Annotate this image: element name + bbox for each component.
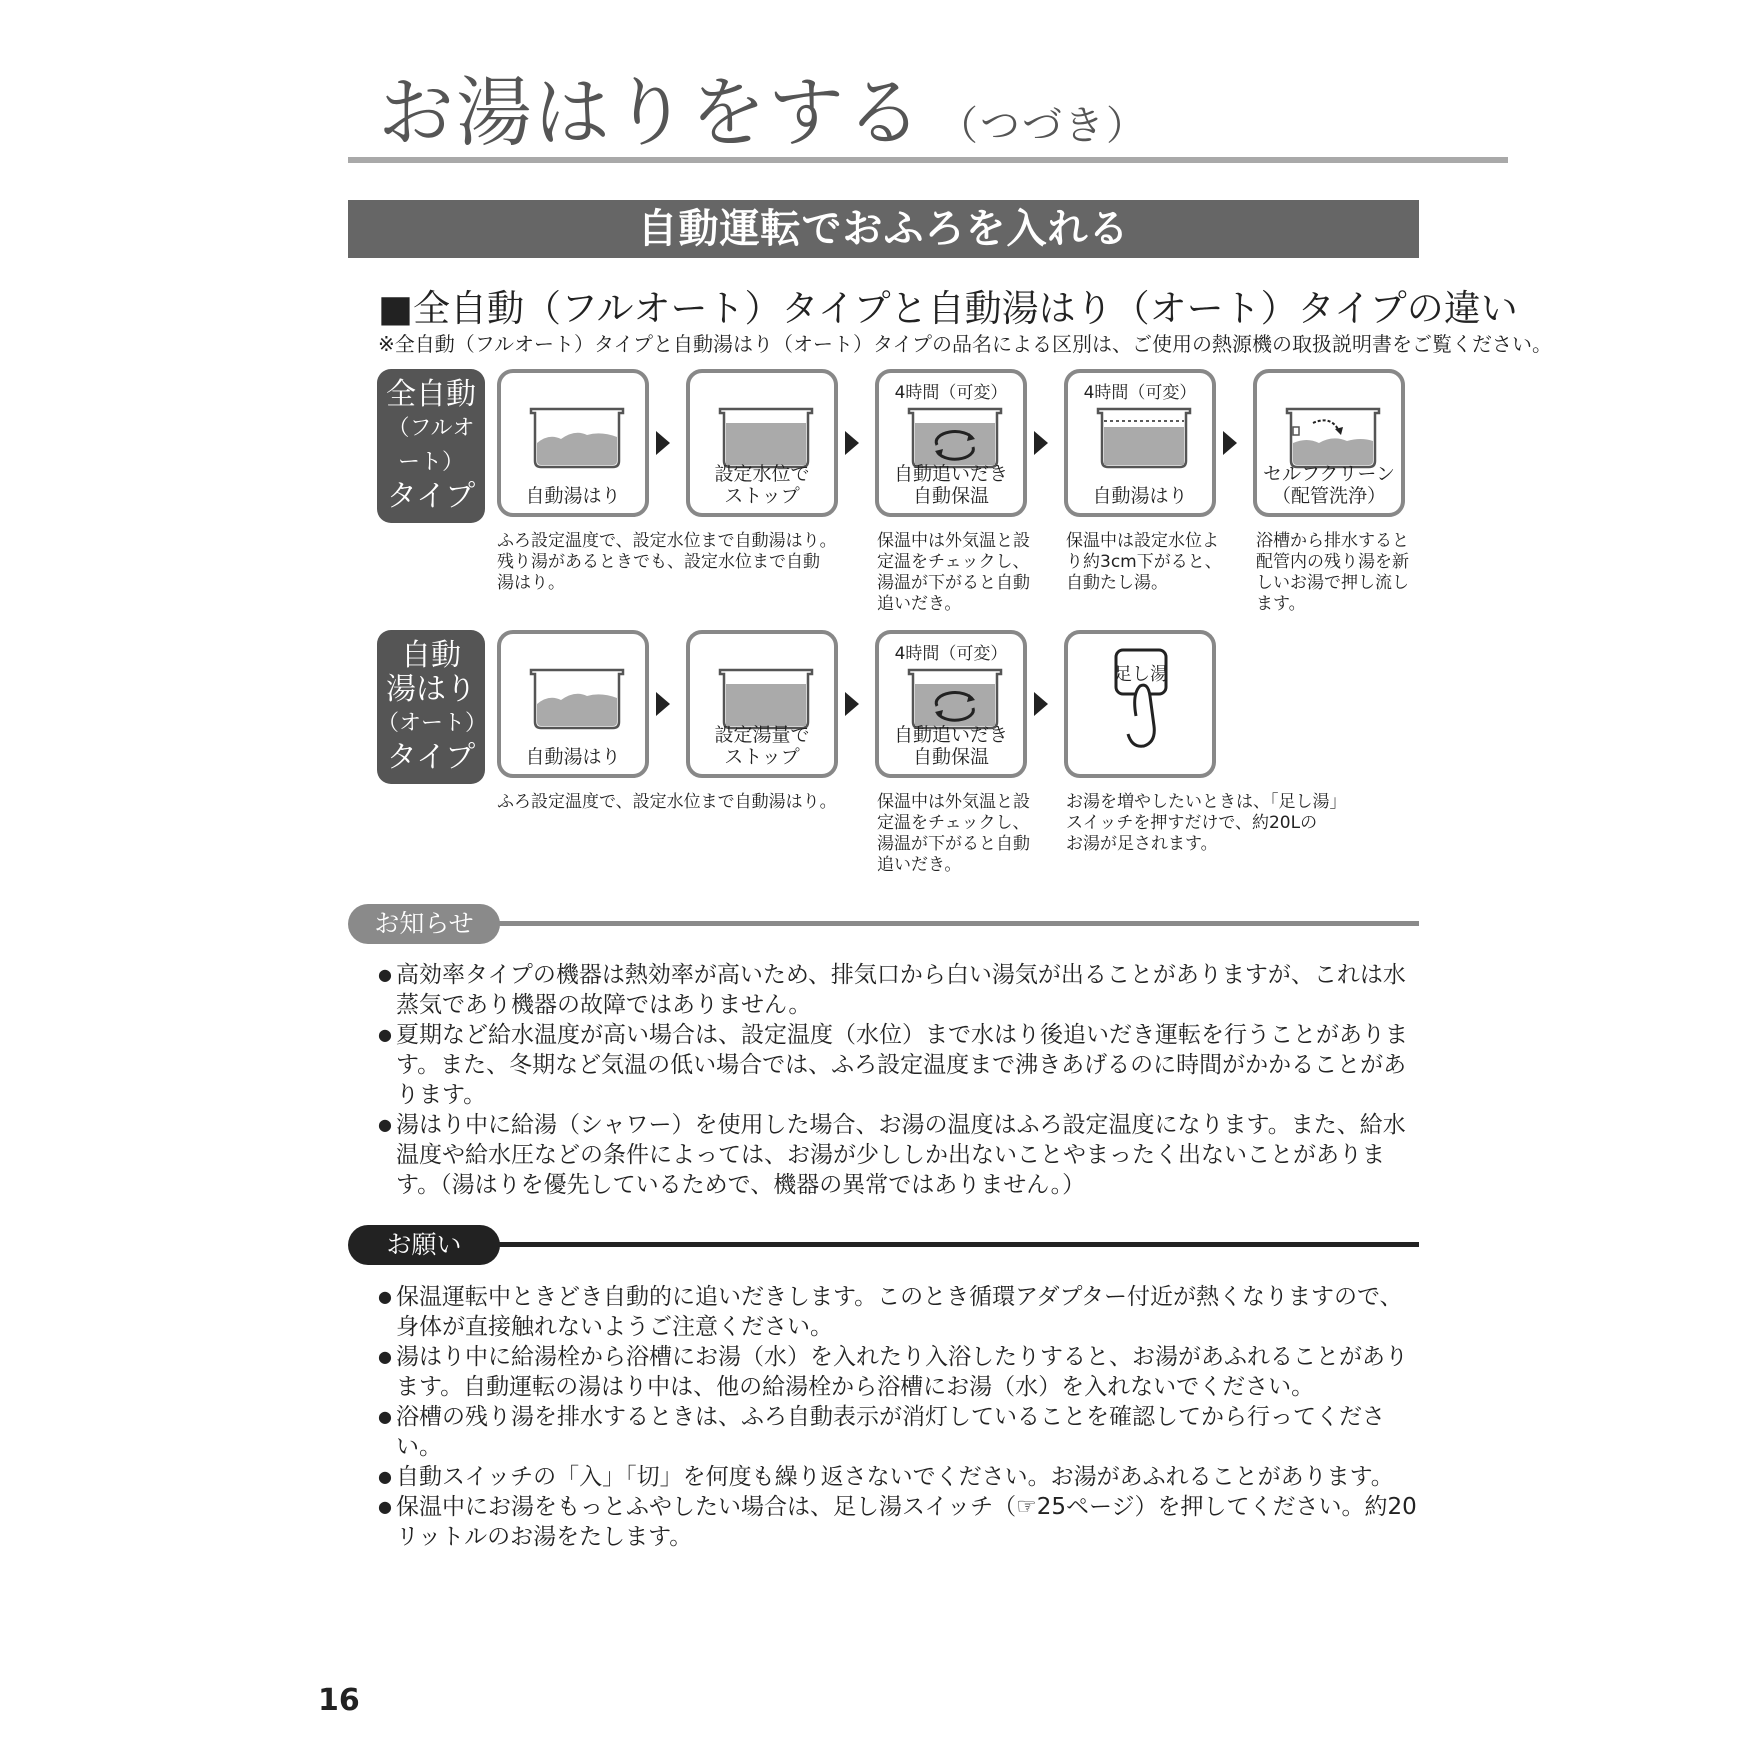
duration-label: 4時間（可変） [1083, 383, 1197, 403]
section-banner: 自動運転でおふろを入れる [348, 200, 1419, 258]
duration-label: 4時間（可変） [894, 383, 1008, 403]
step-caption: 自動追いだき 自動保温 [893, 463, 1008, 507]
flow-arrow-icon [1223, 431, 1237, 455]
full-auto-step-card [686, 369, 838, 517]
auto-step-card [875, 630, 1027, 778]
step-caption: 自動湯はり [525, 485, 621, 507]
request-divider [492, 1242, 1419, 1247]
request-list [378, 1282, 1420, 1552]
full-auto-desc-4: 浴槽から排水すると 配管内の残り湯を新 しいお湯で押し流し ます。 [1256, 531, 1409, 614]
step-caption: 自動湯はり [525, 746, 621, 768]
full-auto-step-card [1253, 369, 1405, 517]
flow-arrow-icon [1034, 431, 1048, 455]
svg-text:足し湯: 足し湯 [1114, 664, 1168, 685]
notice-divider [492, 921, 1419, 926]
full-auto-type-label: 全自動 （フルオート） タイプ [377, 369, 485, 523]
request-item: ● 自動スイッチの「入」「切」を何度も繰り返さないでください。お湯があふれることがあります。 [378, 1462, 1420, 1492]
page-title: お湯はりをする （つづき） [378, 68, 1148, 157]
step-caption: 自動追いだき 自動保温 [893, 724, 1008, 768]
full-auto-step-card [875, 369, 1027, 517]
full-auto-desc-3: 保温中は設定水位よ り約3cm下がると、 自動たし湯。 [1066, 531, 1222, 593]
notice-item: ● 夏期など給水温度が高い場合は、設定温度（水位）まで水はり後追いだき運転を行うことがあります。また、冬期など気温の低い場合では、ふろ設定温度まで沸きあげるのに時間がかかることがあります。 [378, 1020, 1420, 1110]
step-caption: 設定湯量で ストップ [714, 724, 810, 768]
request-item: ● 保温運転中ときどき自動的に追いだきします。このとき循環アダプター付近が熱くなりますので、身体が直接触れないようご注意ください。 [378, 1282, 1420, 1342]
section-heading: ■全自動（フルオート）タイプと自動湯はり（オート）タイプの違い [378, 287, 1518, 330]
flow-arrow-icon [1034, 692, 1048, 716]
auto-step-card [497, 630, 649, 778]
auto-desc-1: ふろ設定温度で、設定水位まで自動湯はり。 [497, 792, 837, 812]
notice-list [378, 960, 1420, 1200]
duration-label: 4時間（可変） [894, 644, 1008, 664]
auto-desc-2: 保温中は外気温と設 定温をチェックし、 湯温が下がると自動 追いだき。 [877, 792, 1030, 875]
request-item: ● 湯はり中に給湯栓から浴槽にお湯（水）を入れたり入浴したりすると、お湯があふれることがあります。自動運転の湯はり中は、他の給湯栓から浴槽にお湯（水）を入れないでください。 [378, 1342, 1420, 1402]
request-item: ● 保温中にお湯をもっとふやしたい場合は、足し湯スイッチ（☞25ページ）を押してください。約20リットルのお湯をたします。 [378, 1492, 1420, 1552]
notice-item: ● 湯はり中に給湯（シャワー）を使用した場合、お湯の温度はふろ設定温度になります。また、給水温度や給水圧などの条件によっては、お湯が少ししか出ないことやまったく出ないことがあります。（湯はりを優先しているためで、機器の異常ではありません。） [378, 1110, 1420, 1200]
full-auto-desc-2: 保温中は外気温と設 定温をチェックし、 湯温が下がると自動 追いだき。 [877, 531, 1030, 614]
page-number: 16 [318, 1683, 360, 1718]
flow-arrow-icon [656, 431, 670, 455]
section-note: ※全自動（フルオート）タイプと自動湯はり（オート）タイプの品名による区別は、ご使用の熱源機の取扱説明書をご覧ください。 [378, 332, 1552, 356]
auto-step-card [1064, 630, 1216, 778]
request-item: ● 浴槽の残り湯を排水するときは、ふろ自動表示が消灯していることを確認してから行ってください。 [378, 1402, 1420, 1462]
step-caption: セルフクリーン （配管洗浄） [1262, 463, 1396, 507]
notice-label: お知らせ [348, 904, 500, 944]
full-auto-step-card [497, 369, 649, 517]
step-caption: 自動湯はり [1092, 485, 1188, 507]
flow-arrow-icon [845, 692, 859, 716]
request-label: お願い [348, 1225, 500, 1265]
auto-step-card [686, 630, 838, 778]
page-title-sub: （つづき） [938, 103, 1148, 149]
step-caption: 設定水位で ストップ [714, 463, 810, 507]
notice-item: ● 高効率タイプの機器は熱効率が高いため、排気口から白い湯気が出ることがありますが、これは水蒸気であり機器の故障ではありません。 [378, 960, 1420, 1020]
flow-arrow-icon [845, 431, 859, 455]
full-auto-step-card [1064, 369, 1216, 517]
auto-type-label: 自動 湯はり （オート） タイプ [377, 630, 485, 784]
auto-desc-3: お湯を増やしたいときは、「足し湯」 スイッチを押すだけで、約20Lの お湯が足されます。 [1066, 792, 1347, 854]
title-divider [348, 157, 1508, 163]
full-auto-desc-1: ふろ設定温度で、設定水位まで自動湯はり。 残り湯があるときでも、設定水位まで自動 湯はり。 [497, 531, 837, 593]
flow-arrow-icon [656, 692, 670, 716]
